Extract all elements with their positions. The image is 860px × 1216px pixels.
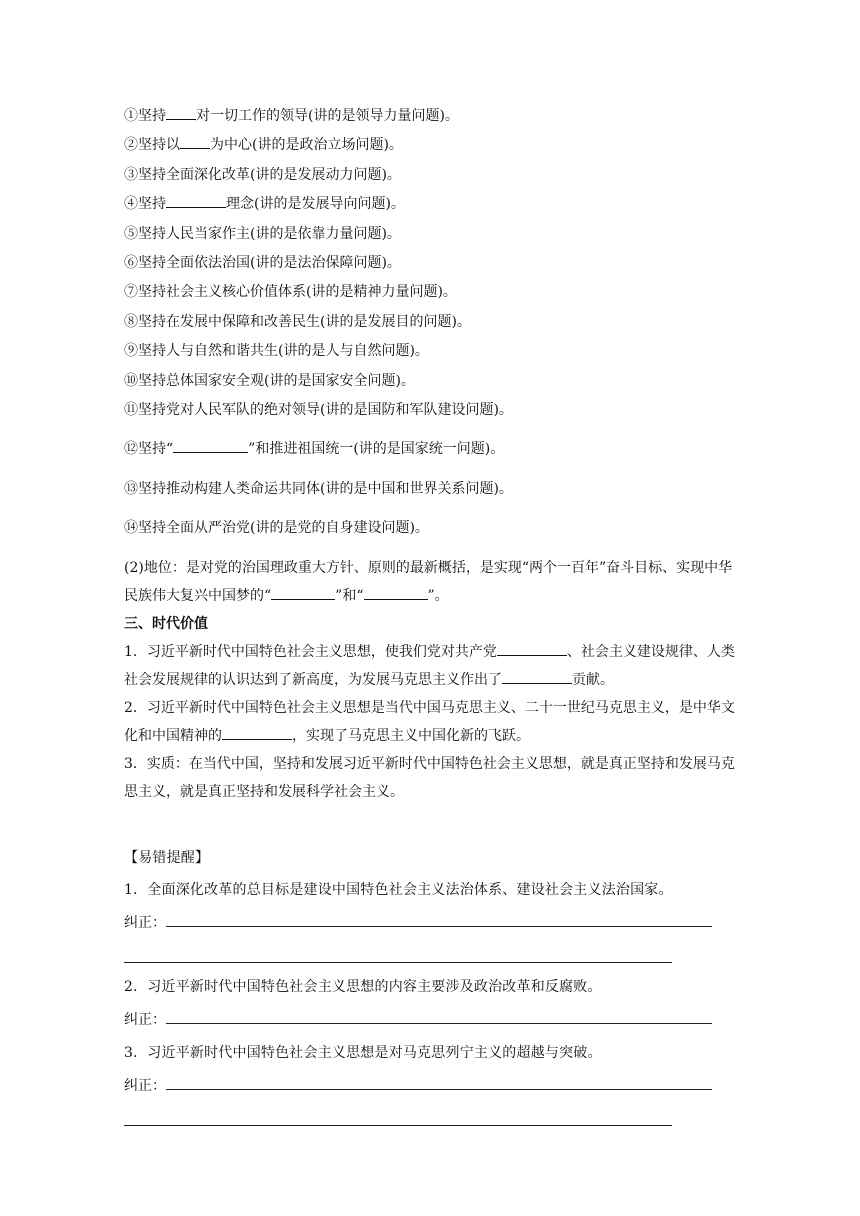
correction-line — [124, 906, 736, 940]
fill-blank[interactable] — [502, 670, 572, 684]
fill-blank[interactable] — [364, 586, 428, 600]
principle-item — [124, 337, 736, 366]
reminder-question-3: 3．习近平新时代中国特色社会主义思想是对马克思列宁主义的超越与突破。 — [124, 1044, 602, 1061]
principle-text: ⑭坚持全面从严治党(讲的是党的自身建设问题)。 — [124, 520, 429, 537]
principle-text: 为中心(讲的是政治立场问题)。 — [210, 137, 403, 154]
value-paragraph-1 — [124, 638, 736, 694]
fill-blank[interactable] — [166, 194, 226, 208]
principle-text: ⑬坚持推动构建人类命运共同体(讲的是中国和世界关系问题)。 — [124, 480, 513, 497]
paragraph-text: 、社会主义建设规律、人类社会发展规律的认识达到了新高度，为发展马克思主义作出了 — [124, 643, 735, 688]
principle-text: ②坚持以 — [124, 137, 180, 154]
correction-label: 纠正： — [124, 914, 166, 931]
principle-item — [124, 131, 736, 160]
value-paragraph-3: 3．实质：在当代中国，坚持和发展习近平新时代中国特色社会主义思想，就是真正坚持和发展马克思主义，就是真正坚持和发展科学社会主义。 — [124, 755, 735, 800]
correction-input-continued[interactable] — [124, 940, 672, 963]
principle-item — [124, 396, 736, 436]
principle-text: ⑧坚持在发展中保障和改善民生(讲的是发展目的问题)。 — [124, 313, 471, 330]
principle-text: ⑪坚持党对人民军队的绝对领导(讲的是国防和军队建设问题)。 — [124, 401, 513, 418]
principle-item — [124, 514, 736, 554]
status-text: ”。 — [427, 587, 449, 604]
fill-blank[interactable] — [180, 135, 210, 149]
principle-item — [124, 308, 736, 337]
principle-item — [124, 435, 736, 475]
principle-text: ⑤坚持人民当家作主(讲的是依靠力量问题)。 — [124, 225, 401, 242]
status-paragraph — [124, 554, 736, 610]
error-reminders — [124, 842, 736, 1126]
correction-line — [124, 1069, 736, 1103]
fill-blank[interactable] — [222, 726, 292, 740]
principle-text: ⑫坚持“ — [124, 441, 174, 458]
paragraph-text: ，实现了马克思主义中国化新的飞跃。 — [292, 727, 530, 744]
principle-text: ⑦坚持社会主义核心价值体系(讲的是精神力量问题)。 — [124, 284, 457, 301]
principle-text: ③坚持全面深化改革(讲的是发展动力问题)。 — [124, 166, 401, 183]
principle-text: ①坚持 — [124, 108, 166, 124]
fill-blank[interactable] — [497, 642, 567, 656]
correction-line — [124, 1003, 736, 1037]
principles-list — [124, 102, 736, 554]
principle-text: ”和推进祖国统一(讲的是国家统一问题)。 — [248, 441, 505, 458]
reminder-heading: 【易错提醒】 — [124, 849, 210, 866]
principle-text: ⑨坚持人与自然和谐共生(讲的是人与自然问题)。 — [124, 343, 429, 360]
principle-item — [124, 278, 736, 307]
principle-text: ⑩坚持总体国家安全观(讲的是国家安全问题)。 — [124, 372, 415, 389]
fill-blank[interactable] — [166, 106, 196, 120]
value-paragraph-2 — [124, 694, 736, 750]
principle-text: 理念(讲的是发展导向问题)。 — [226, 196, 405, 213]
correction-input[interactable] — [166, 1075, 712, 1090]
paragraph-text: 2．习近平新时代中国特色社会主义思想是当代中国马克思主义、二十一世纪马克思主义，是中华文化和中国精神的 — [124, 699, 735, 744]
paragraph-text: 1．习近平新时代中国特色社会主义思想，使我们党对共产党 — [124, 643, 497, 660]
paragraph-text: 贡献。 — [572, 671, 614, 688]
correction-label: 纠正： — [124, 1011, 166, 1028]
principle-item — [124, 249, 736, 278]
status-text: (2)地位：是对党的治国理政重大方针、原则的最新概括，是实现“两个一百年”奋斗目标、实现中华民族伟大复兴中国梦的“ — [124, 559, 733, 604]
principle-text: ⑥坚持全面依法治国(讲的是法治保障问题)。 — [124, 254, 401, 271]
section-heading: 三、时代价值 — [124, 615, 208, 632]
principle-item — [124, 102, 736, 131]
correction-input[interactable] — [166, 912, 712, 927]
principle-item — [124, 475, 736, 515]
correction-label: 纠正： — [124, 1077, 166, 1094]
reminder-question-1: 1．全面深化改革的总目标是建设中国特色社会主义法治体系、建设社会主义法治国家。 — [124, 881, 673, 898]
fill-blank[interactable] — [271, 586, 335, 600]
status-text: ”和“ — [335, 587, 364, 604]
fill-blank[interactable] — [173, 439, 248, 453]
correction-input[interactable] — [166, 1009, 712, 1024]
principle-item — [124, 220, 736, 249]
correction-input-continued[interactable] — [124, 1103, 672, 1126]
reminder-question-2: 2．习近平新时代中国特色社会主义思想的内容主要涉及政治改革和反腐败。 — [124, 978, 602, 995]
principle-text: 对一切工作的领导(讲的是领导力量问题)。 — [196, 108, 459, 124]
principle-item — [124, 161, 736, 190]
principle-item — [124, 367, 736, 396]
principle-text: ④坚持 — [124, 196, 166, 213]
worksheet-page — [124, 102, 736, 1134]
principle-item — [124, 190, 736, 219]
